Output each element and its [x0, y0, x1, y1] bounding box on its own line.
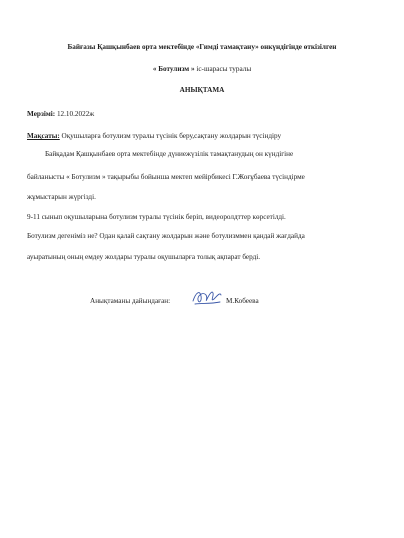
signature-label: Анықтаманы дайындаған:: [90, 297, 171, 305]
goal-text: Оқушыларға ботулизм туралы түсінік беру,сақтану жолдарын түсіндіру: [59, 132, 282, 140]
date-row: [27, 110, 94, 119]
header-event-label: іс-шарасы туралы: [194, 65, 252, 73]
header-line-2: [0, 65, 404, 74]
body-line-5: Ботулизм дегеніміз не? Одан қалай сақтану жолдарын және ботулизммен қандай жағдайда: [27, 232, 305, 240]
body-line-6: ауыратының оның емдеу жолдары туралы оқушыларға толық ақпарат берді.: [27, 253, 261, 261]
header-line-1: Байғазы Қашқынбаев орта мектебінде «Гимді тамақтану» онкүндігінде өткізілген: [67, 43, 337, 51]
date-value: 12.10.2022ж: [55, 110, 95, 118]
body-line-4: 9-11 сынып оқушыларына ботулизм туралы түсінік беріп, видеоролдттер көрсетілді.: [27, 213, 286, 221]
signatory-name: М.Кобеева: [226, 297, 259, 305]
date-label: Мерзімі:: [27, 110, 56, 118]
goal-row: [27, 132, 281, 141]
body-line-3: жұмыстарын жүргізді.: [27, 193, 96, 201]
handwritten-signature: [190, 286, 224, 308]
header-topic: « Ботулизм »: [152, 65, 195, 73]
body-line-1: Байқадам Қашқынбаев орта мектебінде дүниежүзілік тамақтанудың он күндігіне: [45, 150, 294, 158]
document-title: АНЫҚТАМА: [179, 86, 225, 94]
goal-label: Мақсаты:: [27, 132, 60, 140]
body-line-2: байланысты « Ботулизм » тақырыбы бойынша мектеп мейірбикесі Г.Жоғұбаева түсіндірме: [27, 173, 305, 181]
